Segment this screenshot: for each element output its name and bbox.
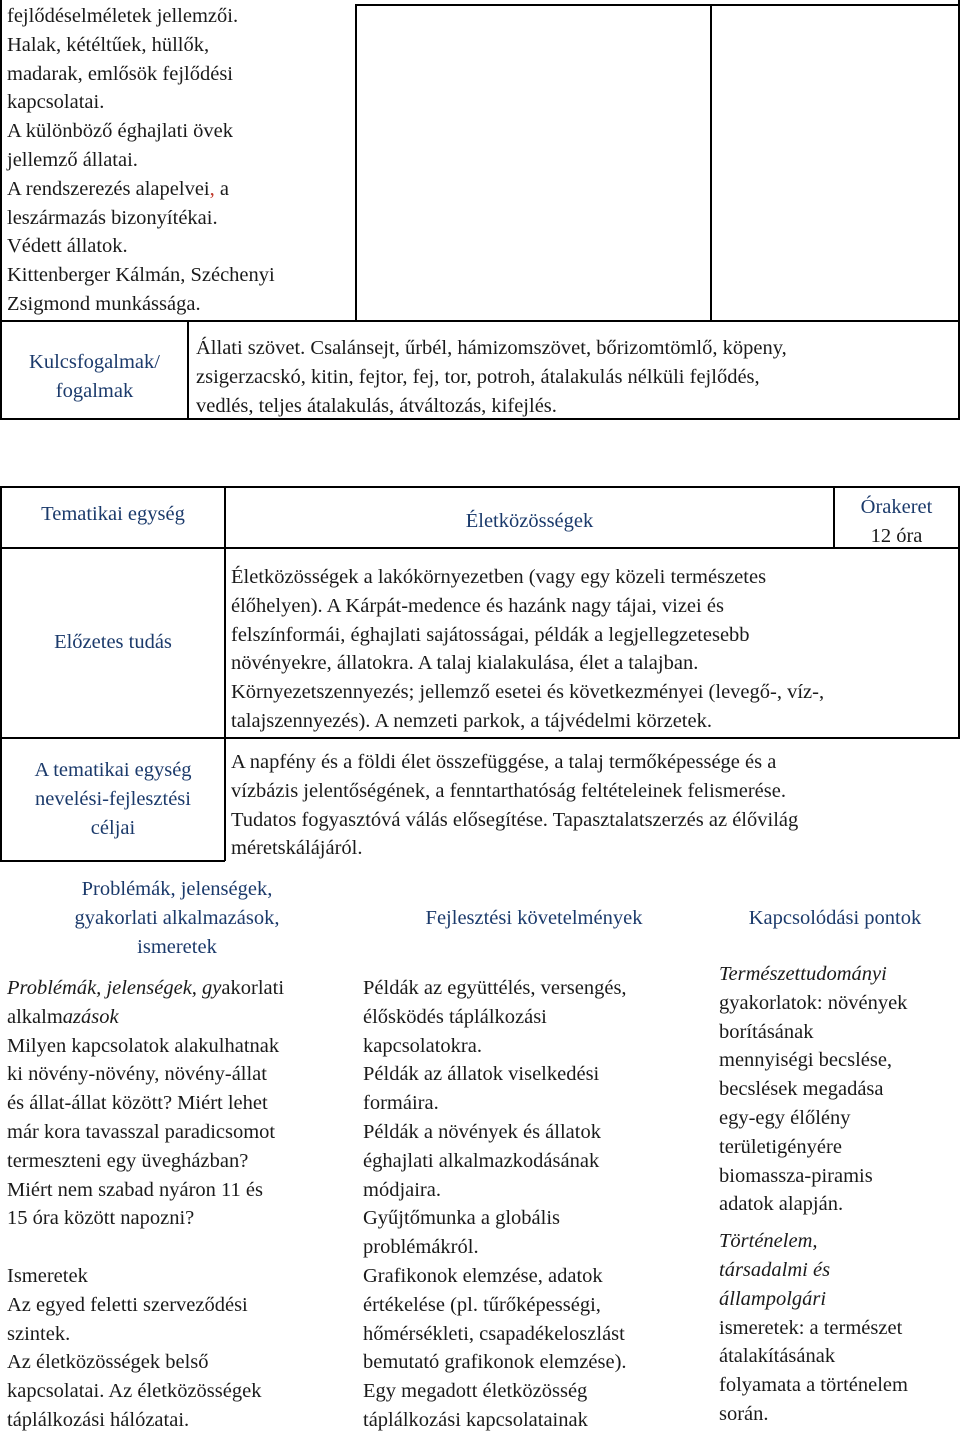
prior-line: növényekre, állatokra. A talaj kialakulása, élet a talajban.	[231, 652, 699, 675]
previous-content-cell	[7, 2, 275, 319]
req-line: hőmérsékleti, csapadékeloszlást	[363, 1322, 625, 1345]
spacer	[7, 1233, 284, 1262]
content-line: Zsigmond munkássága.	[7, 292, 201, 315]
key-text-line: Állati szövet. Csalánsejt, űrbél, hámizomszövet, bőrizomtömlő, köpeny,	[196, 337, 787, 359]
question-line: 15 óra között napozni?	[7, 1207, 195, 1230]
goals-line: vízbázis jelentőségének, a fenntarthatóság feltételeinek felismerése.	[231, 779, 786, 802]
col3-header: Kapcsolódási pontok	[748, 907, 922, 929]
req-line: kapcsolatokra.	[363, 1034, 482, 1057]
content-line: Védett állatok.	[7, 235, 128, 258]
content-line: leszármazás bizonyítékai.	[7, 206, 218, 229]
prior-line: felszínformái, éghajlati sajátosságai, példák a legjellegzetesebb	[231, 623, 750, 646]
prior-bottom	[0, 737, 960, 739]
req-line: éghajlati alkalmazkodásának	[363, 1149, 600, 1172]
col1-header-line: Problémák, jelenségek,	[81, 878, 273, 900]
unit-label-divider	[224, 486, 226, 861]
hist-line: átalakításának	[719, 1345, 836, 1368]
question-line: ki növény-növény, növény-állat	[7, 1063, 267, 1086]
knowledge-line: Ismeretek	[7, 1264, 88, 1287]
req-line: értékelése (pl. tűrőképességi,	[363, 1293, 601, 1316]
col2-body	[363, 974, 627, 1435]
content-line: fejlődéselméletek jellemzői.	[7, 5, 239, 27]
prior-line: élőhelyen). A Kárpát-medence és hazánk nagy tájai, vizei és	[231, 594, 724, 617]
col1-header-line: ismeretek	[137, 935, 217, 958]
sci-line: borításának	[719, 1020, 814, 1043]
hours-label: Órakeret	[860, 496, 933, 518]
goals-label-line: nevelési-fejlesztési	[35, 787, 191, 810]
sci-line: mennyiségi becslése,	[719, 1049, 893, 1072]
req-line: Grafikonok elemzése, adatok	[363, 1264, 603, 1287]
question-line: már kora tavasszal paradicsomot	[7, 1120, 276, 1143]
goals-text	[231, 748, 798, 863]
req-line: élősködés táplálkozási	[363, 1005, 547, 1028]
rend-comma: ,	[209, 177, 215, 200]
content-line: madarak, emlősök fejlődési	[7, 62, 234, 85]
question-line: termeszteni egy üvegházban?	[7, 1149, 249, 1172]
question-line: Milyen kapcsolatok alakulhatnak	[7, 1034, 280, 1057]
key-label-line: fogalmak	[55, 379, 134, 402]
prior-line: talajszennyezés). A nemzeti parkok, a tájvédelmi körzetek.	[231, 709, 712, 732]
question-line: és állat-állat között? Miért lehet	[7, 1092, 268, 1115]
goals-bottom	[0, 860, 225, 862]
req-line: Példák a növények és állatok	[363, 1120, 601, 1143]
goals-label-line: A tematikai egység	[34, 759, 192, 781]
prior-line: Környezetszennyezés; jellemző esetei és következményei (levegő-, víz-,	[231, 681, 825, 704]
sci-title: Természettudományi	[719, 963, 887, 985]
goals-label	[2, 756, 224, 842]
col1-header	[2, 875, 352, 961]
top-col-divider-2	[710, 4, 712, 322]
rend-pre: A rendszerezés alapelvei	[7, 177, 210, 200]
content-line: A különböző éghajlati övek	[7, 120, 234, 143]
sci-line: egy-egy élőlény	[719, 1106, 851, 1129]
sci-line: adatok alapján.	[719, 1193, 844, 1216]
col2-header: Fejlesztési követelmények	[425, 907, 643, 929]
req-line: bemutató grafikonok elemzése).	[363, 1351, 627, 1374]
req-line: formáira.	[363, 1092, 439, 1115]
sci-line: gyakorlatok: növények	[719, 991, 908, 1014]
hist-line: folyamata a történelem	[719, 1374, 908, 1397]
col1-head-line-2	[7, 1003, 284, 1032]
hist-title-line: Történelem,	[719, 1230, 818, 1253]
knowledge-line: Az egyed feletti szerveződési	[7, 1293, 248, 1316]
req-line: Gyűjtőmunka a globális	[363, 1207, 561, 1230]
req-line: Egy megadott életközösség	[363, 1380, 588, 1403]
req-line: táplálkozási kapcsolatainak	[363, 1408, 588, 1431]
key-concepts-text	[196, 334, 787, 420]
prior-text	[231, 563, 824, 736]
content-line-rend	[7, 175, 275, 204]
hist-line: során.	[719, 1402, 769, 1425]
hours-cell	[835, 493, 958, 551]
col1-header-line: gyakorlati alkalmazások,	[74, 906, 280, 929]
key-label-line: Kulcsfogalmak/	[29, 351, 160, 373]
hist-title-line: társadalmi és	[719, 1258, 831, 1281]
key-text-line: vedlés, teljes átalakulás, átváltozás, kifejlés.	[196, 394, 557, 417]
key-text-line: zsigerzacskó, kitin, fejtor, fej, tor, potroh, átalakulás nélküli fejlődés,	[196, 365, 760, 388]
col1-head-italic: Problémák, jelenségek, gy	[7, 977, 222, 999]
col1-head-normal: akorlati	[221, 977, 285, 999]
spacer	[719, 1219, 908, 1227]
knowledge-line: kapcsolatai. Az életközösségek	[7, 1380, 262, 1403]
sci-line: területigényére	[719, 1135, 842, 1158]
goals-line: Tudatos fogyasztóvá válás elősegítése. Tapasztalatszerzés az élővilág	[231, 808, 799, 831]
hist-title-line: állampolgári	[719, 1287, 827, 1310]
prior-label: Előzetes tudás	[54, 631, 172, 653]
knowledge-line: szintek.	[7, 1322, 71, 1345]
key-top-border	[0, 320, 960, 322]
unit-label: Tematikai egység	[41, 503, 185, 525]
top-border-line	[355, 4, 960, 6]
req-line: problémákról.	[363, 1236, 479, 1259]
req-line: Példák az állatok viselkedési	[363, 1063, 600, 1086]
col3-body	[719, 960, 908, 1429]
top-col-divider	[355, 4, 357, 322]
col1-head-italic-2: azások	[62, 1005, 119, 1028]
question-line: Miért nem szabad nyáron 11 és	[7, 1178, 263, 1201]
content-line: kapcsolatai.	[7, 91, 105, 114]
knowledge-line: táplálkozási hálózatai.	[7, 1408, 190, 1431]
hist-line: ismeretek: a természet	[719, 1316, 903, 1339]
knowledge-line: Az életközösségek belső	[7, 1351, 209, 1374]
req-line: módjaira.	[363, 1178, 441, 1201]
col1-head-line-1	[7, 974, 284, 1003]
goals-label-line: céljai	[90, 816, 136, 839]
goals-line: A napfény és a földi élet összefüggése, a talaj termőképessége és a	[231, 751, 777, 773]
key-concepts-label	[2, 348, 187, 406]
unit-title: Életközösségek	[465, 510, 594, 532]
prior-line: Életközösségek a lakókörnyezetben (vagy egy közeli természetes	[231, 566, 767, 588]
col1-head-normal-2: alkalm	[7, 1005, 63, 1028]
sci-line: becslések megadása	[719, 1078, 884, 1101]
unit-top-border	[0, 486, 960, 488]
key-divider	[187, 321, 189, 420]
rend-post: a	[214, 177, 229, 200]
content-line: Kittenberger Kálmán, Széchenyi	[7, 264, 275, 287]
unit-header-bottom	[0, 547, 960, 549]
hours-value: 12 óra	[870, 524, 923, 547]
sci-line: biomassza-piramis	[719, 1164, 873, 1187]
content-line: Halak, kétéltűek, hüllők,	[7, 33, 210, 56]
req-line: Példák az együttélés, versengés,	[363, 977, 627, 999]
content-line: jellemző állatai.	[7, 148, 138, 171]
goals-line: méretskálájáról.	[231, 837, 363, 860]
col1-body	[7, 974, 284, 1435]
